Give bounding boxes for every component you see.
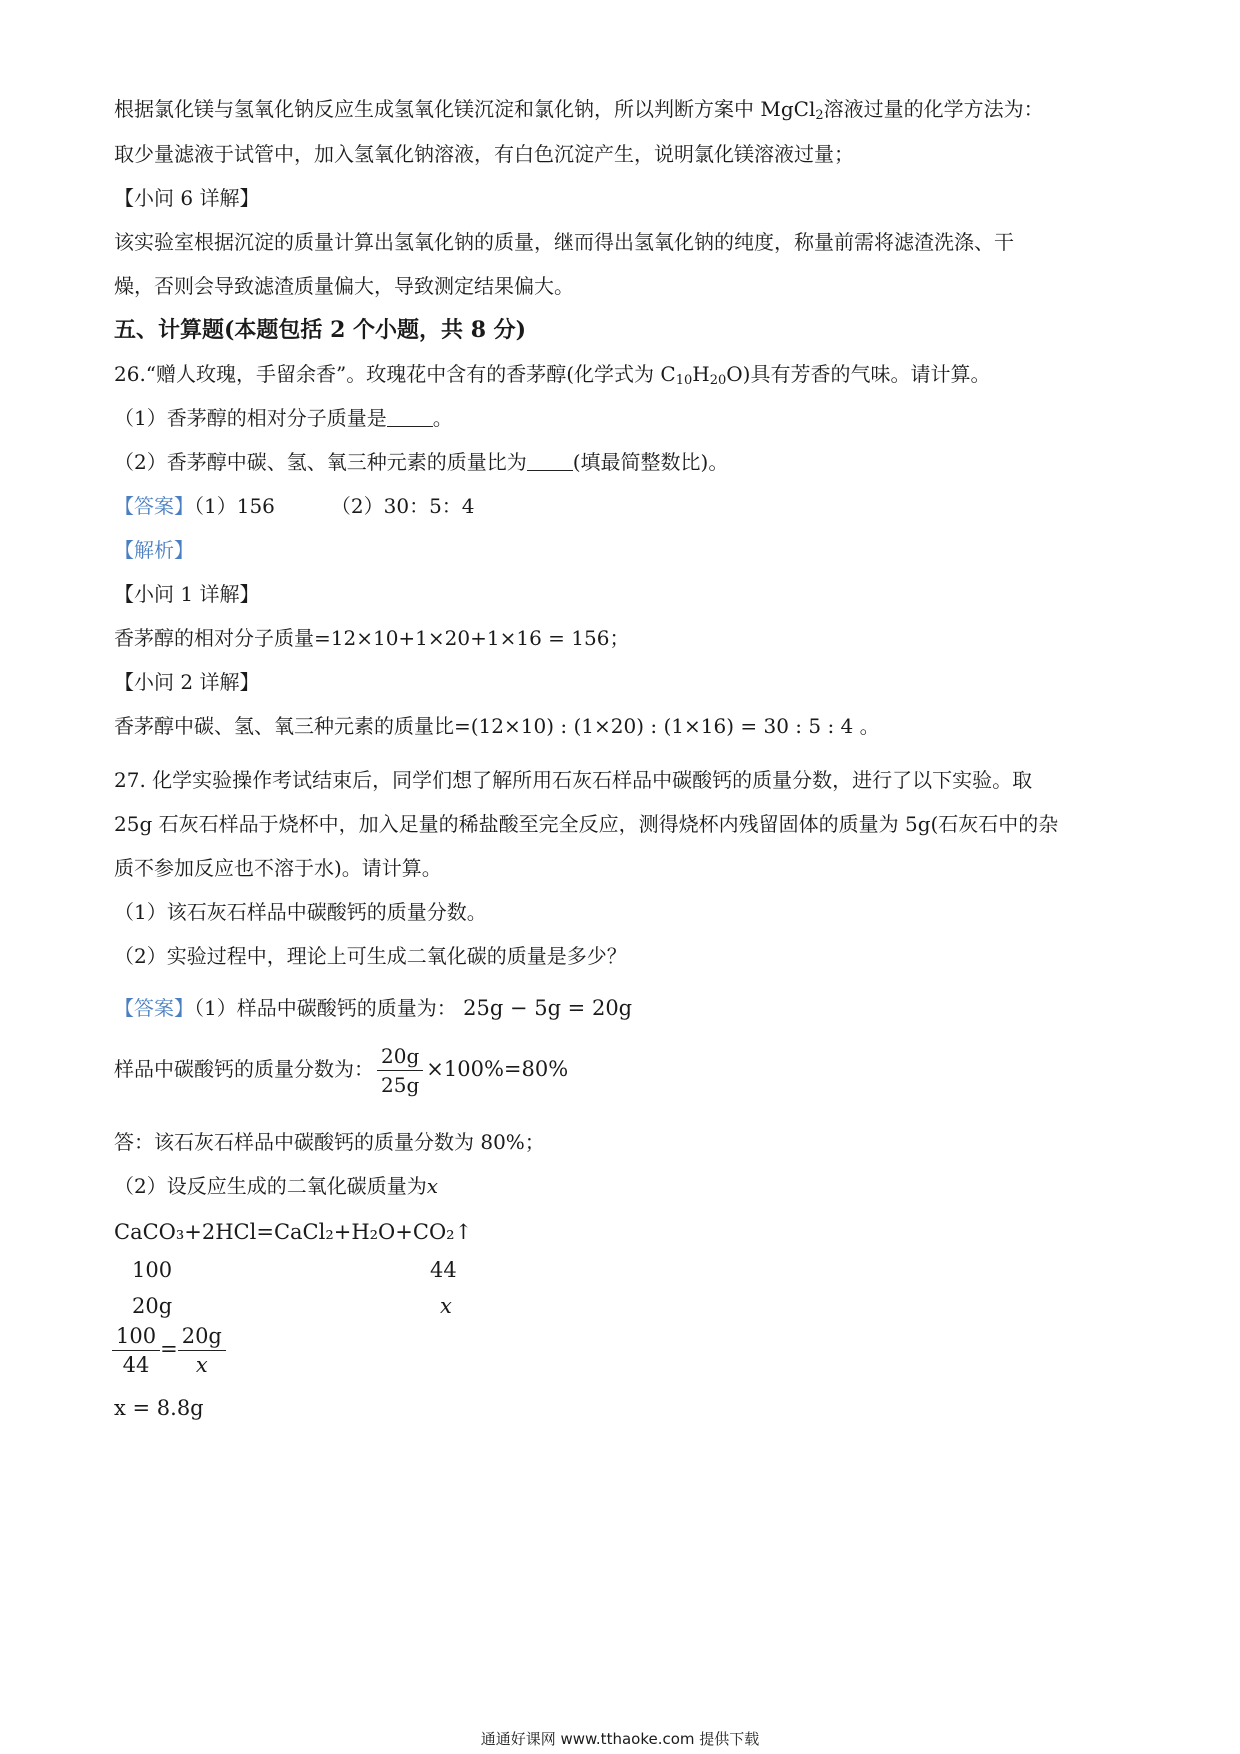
molar-mass-co2: 44 xyxy=(430,1258,457,1282)
proportion-equation: $\frac{100}{44}$ = $\frac{20g}{x}$ xyxy=(112,1322,226,1379)
chemical-equation: CaCO₃+2HCl=CaCl₂+H₂O+CO₂↑ xyxy=(114,1220,473,1244)
question-27-line-2: 25g 石灰石样品于烧杯中，加入足量的稀盐酸至完全反应，测得烧杯内残留固体的质量为 5g(石灰石中的杂 xyxy=(114,812,1059,836)
mass-co2-unknown: x xyxy=(440,1294,452,1318)
answer-26: 【答案】（1）156 （2）30：5：4 xyxy=(114,494,475,518)
analysis-tag: 【解析】 xyxy=(114,538,194,562)
calc-line-1: 香茅醇的相对分子质量=12×10+1×20+1×16 = 156； xyxy=(114,626,630,650)
section-heading: 五、计算题(本题包括 2 个小题，共 8 分) xyxy=(114,317,527,343)
answer-blank xyxy=(527,452,573,471)
molar-mass-caco3: 100 xyxy=(132,1258,173,1282)
question-26: 26.“赠人玫瑰，手留余香”。玫瑰花中含有的香茅醇(化学式为 $C_{10}H_{20}O$)具有芳香的气味。请计算。 xyxy=(114,362,991,388)
answer-statement: 答：该石灰石样品中碳酸钙的质量分数为 80%； xyxy=(114,1130,545,1154)
sub-question-6-heading: 【小问 6 详解】 xyxy=(114,186,260,210)
question-26-part-2: （2）香茅醇中碳、氢、氧三种元素的质量比为 (填最简整数比)。 xyxy=(114,450,729,474)
page-footer: 通通好课网 www.tthaoke.com 提供下载 xyxy=(480,1730,760,1748)
question-27-part-2: （2）实验过程中，理论上可生成二氧化碳的质量是多少？ xyxy=(114,944,627,968)
question-27-line-3: 质不参加反应也不溶于水)。请计算。 xyxy=(114,856,442,880)
answer-27-part-1: 【答案】（1）样品中碳酸钙的质量为： 25g − 5g = 20g xyxy=(114,996,633,1020)
question-27-line-1: 27. 化学实验操作考试结束后，同学们想了解所用石灰石样品中碳酸钙的质量分数，进行了以下实验。取 xyxy=(114,768,1033,792)
question-26-part-1: （1）香茅醇的相对分子质量是 。 xyxy=(114,406,453,430)
calc-line-2: 香茅醇中碳、氢、氧三种元素的质量比=(12×10) : (1×20) : (1×16) = 30 : 5 : 4 。 xyxy=(114,714,880,738)
fraction: $\frac{100}{44}$ xyxy=(112,1322,160,1379)
answer-blank xyxy=(387,408,433,427)
sub-question-1-heading: 【小问 1 详解】 xyxy=(114,582,260,606)
result-line: x = 8.8g xyxy=(114,1396,204,1420)
para-line-5: 燥，否则会导致滤渣质量偏大，导致测定结果偏大。 xyxy=(114,274,574,298)
question-27-part-1: （1）该石灰石样品中碳酸钙的质量分数。 xyxy=(114,900,487,924)
fraction: $\frac{20g}{x}$ xyxy=(178,1322,226,1379)
para-line-1: 根据氯化镁与氢氧化钠反应生成氢氧化镁沉淀和氯化钠，所以判断方案中 MgCl$_2$溶液过量的化学方法为： xyxy=(114,97,1044,123)
para-line-2: 取少量滤液于试管中，加入氢氧化钠溶液，有白色沉淀产生，说明氯化镁溶液过量； xyxy=(114,142,854,166)
set-variable-line: （2）设反应生成的二氧化碳质量为x xyxy=(114,1174,439,1198)
sub-question-2-heading: 【小问 2 详解】 xyxy=(114,670,260,694)
mass-fraction-line: 样品中碳酸钙的质量分数为： $\frac{20g}{25g}$ ×100%=80% xyxy=(114,1044,569,1097)
para-line-4: 该实验室根据沉淀的质量计算出氢氧化钠的质量，继而得出氢氧化钠的纯度，称量前需将滤渣洗涤、干 xyxy=(114,230,1014,254)
mass-caco3: 20g xyxy=(132,1294,173,1318)
fraction: $\frac{20g}{25g}$ xyxy=(377,1042,423,1099)
